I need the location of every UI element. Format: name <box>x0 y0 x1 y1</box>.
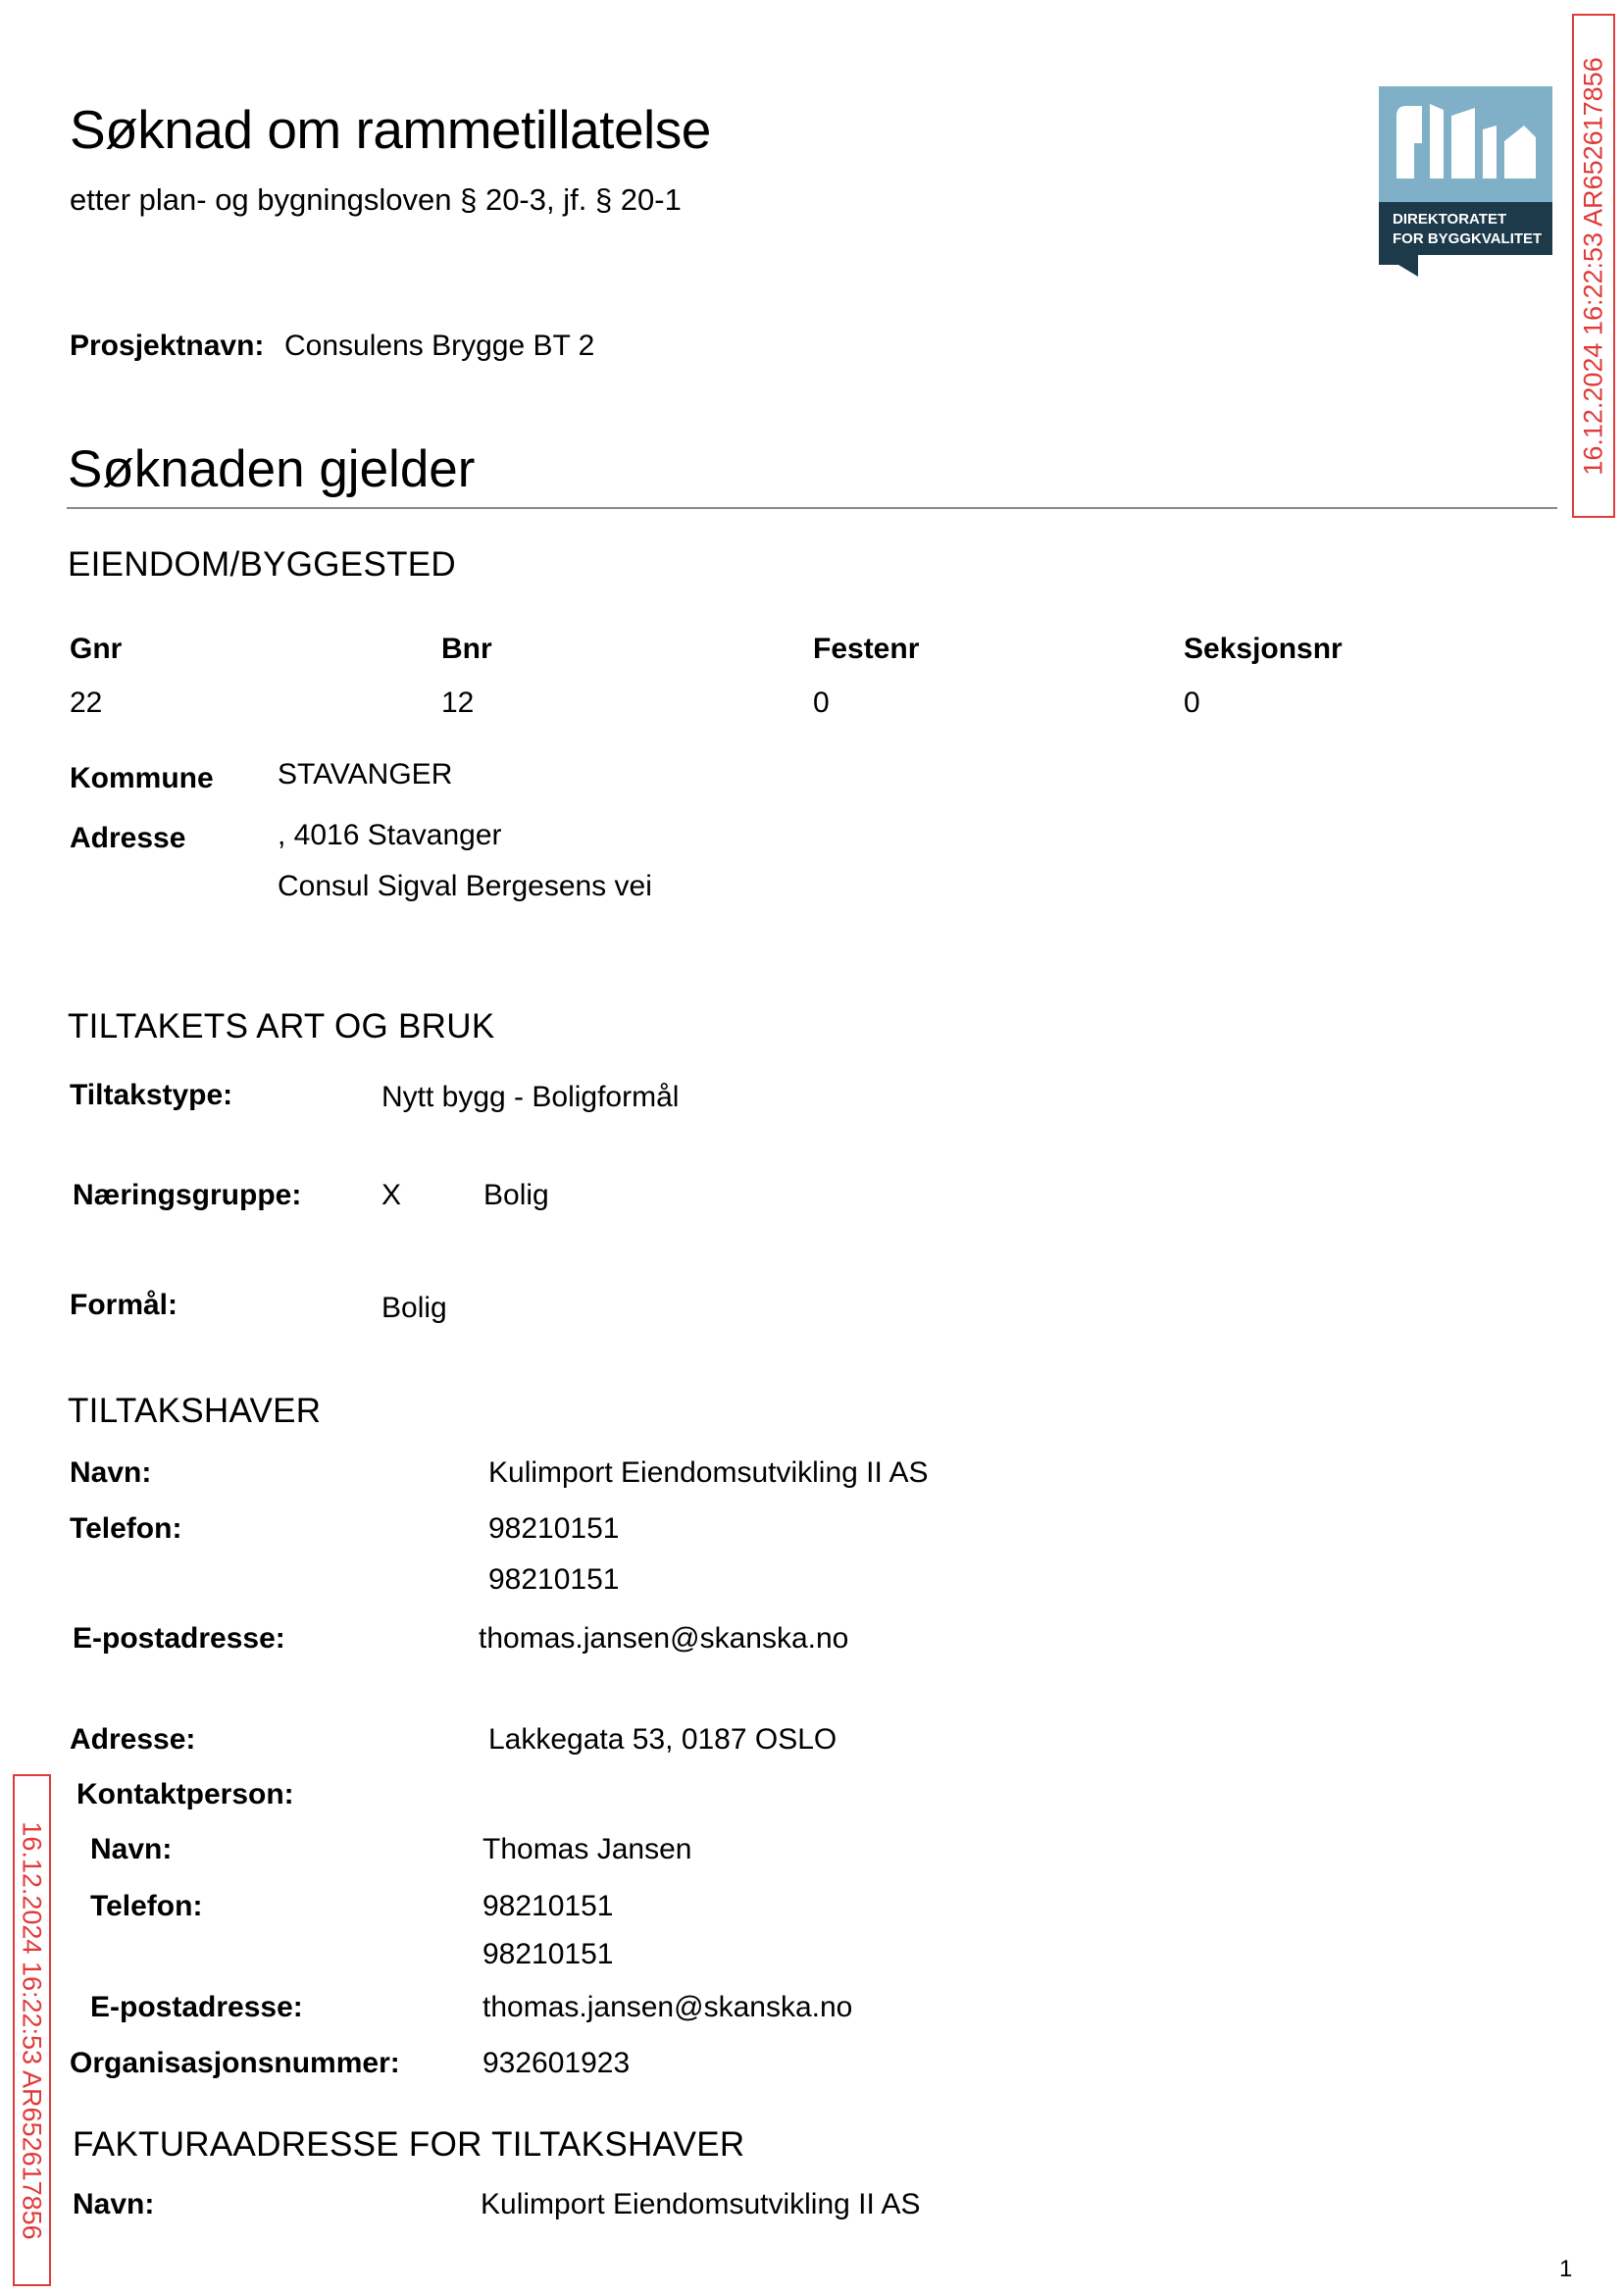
adresse-label: Adresse <box>70 822 186 854</box>
contact-name-value: Thomas Jansen <box>482 1833 692 1865</box>
billing-name-value: Kulimport Eiendomsutvikling II AS <box>481 2188 921 2220</box>
org-number-label: Organisasjonsnummer: <box>70 2047 400 2079</box>
billing-heading: FAKTURAADRESSE FOR TILTAKSHAVER <box>73 2125 745 2164</box>
dibk-logo-icon <box>1379 86 1552 277</box>
page-number: 1 <box>1559 2256 1573 2282</box>
date-stamp-left <box>13 1774 51 2286</box>
date-stamp-right <box>1572 14 1615 518</box>
gnr-label: Gnr <box>70 633 123 665</box>
project-value: Consulens Brygge BT 2 <box>284 330 595 362</box>
festenr-value: 0 <box>813 687 830 719</box>
contact-name-label: Navn: <box>90 1833 173 1865</box>
adresse-line-2: Consul Sigval Bergesens vei <box>278 870 652 902</box>
date-stamp-text: 16.12.2024 16:22:53 AR652617856 <box>1578 56 1608 476</box>
measure-heading: TILTAKETS ART OG BRUK <box>68 1007 495 1045</box>
org-number-value: 932601923 <box>482 2047 631 2079</box>
document-subtitle: etter plan- og bygningsloven § 20-3, jf. § 20-1 <box>70 182 682 217</box>
festenr-label: Festenr <box>813 633 920 665</box>
date-stamp-text: 16.12.2024 16:22:53 AR652617856 <box>18 1820 47 2240</box>
kommune-label: Kommune <box>70 762 214 794</box>
industry-group-label: Næringsgruppe: <box>73 1179 302 1211</box>
property-heading: EIENDOM/BYGGESTED <box>68 545 456 584</box>
purpose-label: Formål: <box>70 1289 178 1321</box>
billing-name-label: Navn: <box>73 2188 155 2220</box>
logo-line1: DIREKTORATET <box>1393 211 1507 228</box>
contact-email-value: thomas.jansen@skanska.no <box>482 1991 853 2023</box>
bnr-label: Bnr <box>441 633 492 665</box>
contact-phone-value-2: 98210151 <box>482 1938 614 1970</box>
gnr-value: 22 <box>70 687 103 719</box>
industry-group-code: X <box>381 1179 402 1211</box>
contact-phone-label: Telefon: <box>90 1890 203 1922</box>
owner-phone-label: Telefon: <box>70 1512 182 1545</box>
logo-line2: FOR BYGGKVALITET <box>1393 230 1543 247</box>
kommune-value: STAVANGER <box>278 758 453 790</box>
project-label: Prosjektnavn: <box>70 330 265 362</box>
section-divider <box>67 507 1557 509</box>
seksjonsnr-label: Seksjonsnr <box>1184 633 1343 665</box>
seksjonsnr-value: 0 <box>1184 687 1200 719</box>
industry-group-value: Bolig <box>483 1179 549 1211</box>
measure-type-value: Nytt bygg - Boligformål <box>381 1081 680 1113</box>
adresse-line-1: , 4016 Stavanger <box>278 819 502 851</box>
owner-phone-value-2: 98210151 <box>488 1563 620 1596</box>
bnr-value: 12 <box>441 687 475 719</box>
contact-person-label: Kontaktperson: <box>76 1778 294 1810</box>
document-title: Søknad om rammetillatelse <box>70 99 711 160</box>
measure-type-label: Tiltakstype: <box>70 1079 233 1111</box>
contact-email-label: E-postadresse: <box>90 1991 303 2023</box>
owner-heading: TILTAKSHAVER <box>68 1392 322 1430</box>
owner-name-value: Kulimport Eiendomsutvikling II AS <box>488 1456 929 1489</box>
owner-address-value: Lakkegata 53, 0187 OSLO <box>488 1723 837 1756</box>
purpose-value: Bolig <box>381 1292 447 1324</box>
owner-phone-value-1: 98210151 <box>488 1512 620 1545</box>
owner-email-label: E-postadresse: <box>73 1622 285 1655</box>
contact-phone-value-1: 98210151 <box>482 1890 614 1922</box>
owner-email-value: thomas.jansen@skanska.no <box>479 1622 849 1655</box>
section-heading: Søknaden gjelder <box>68 440 476 498</box>
owner-address-label: Adresse: <box>70 1723 196 1756</box>
owner-name-label: Navn: <box>70 1456 152 1489</box>
